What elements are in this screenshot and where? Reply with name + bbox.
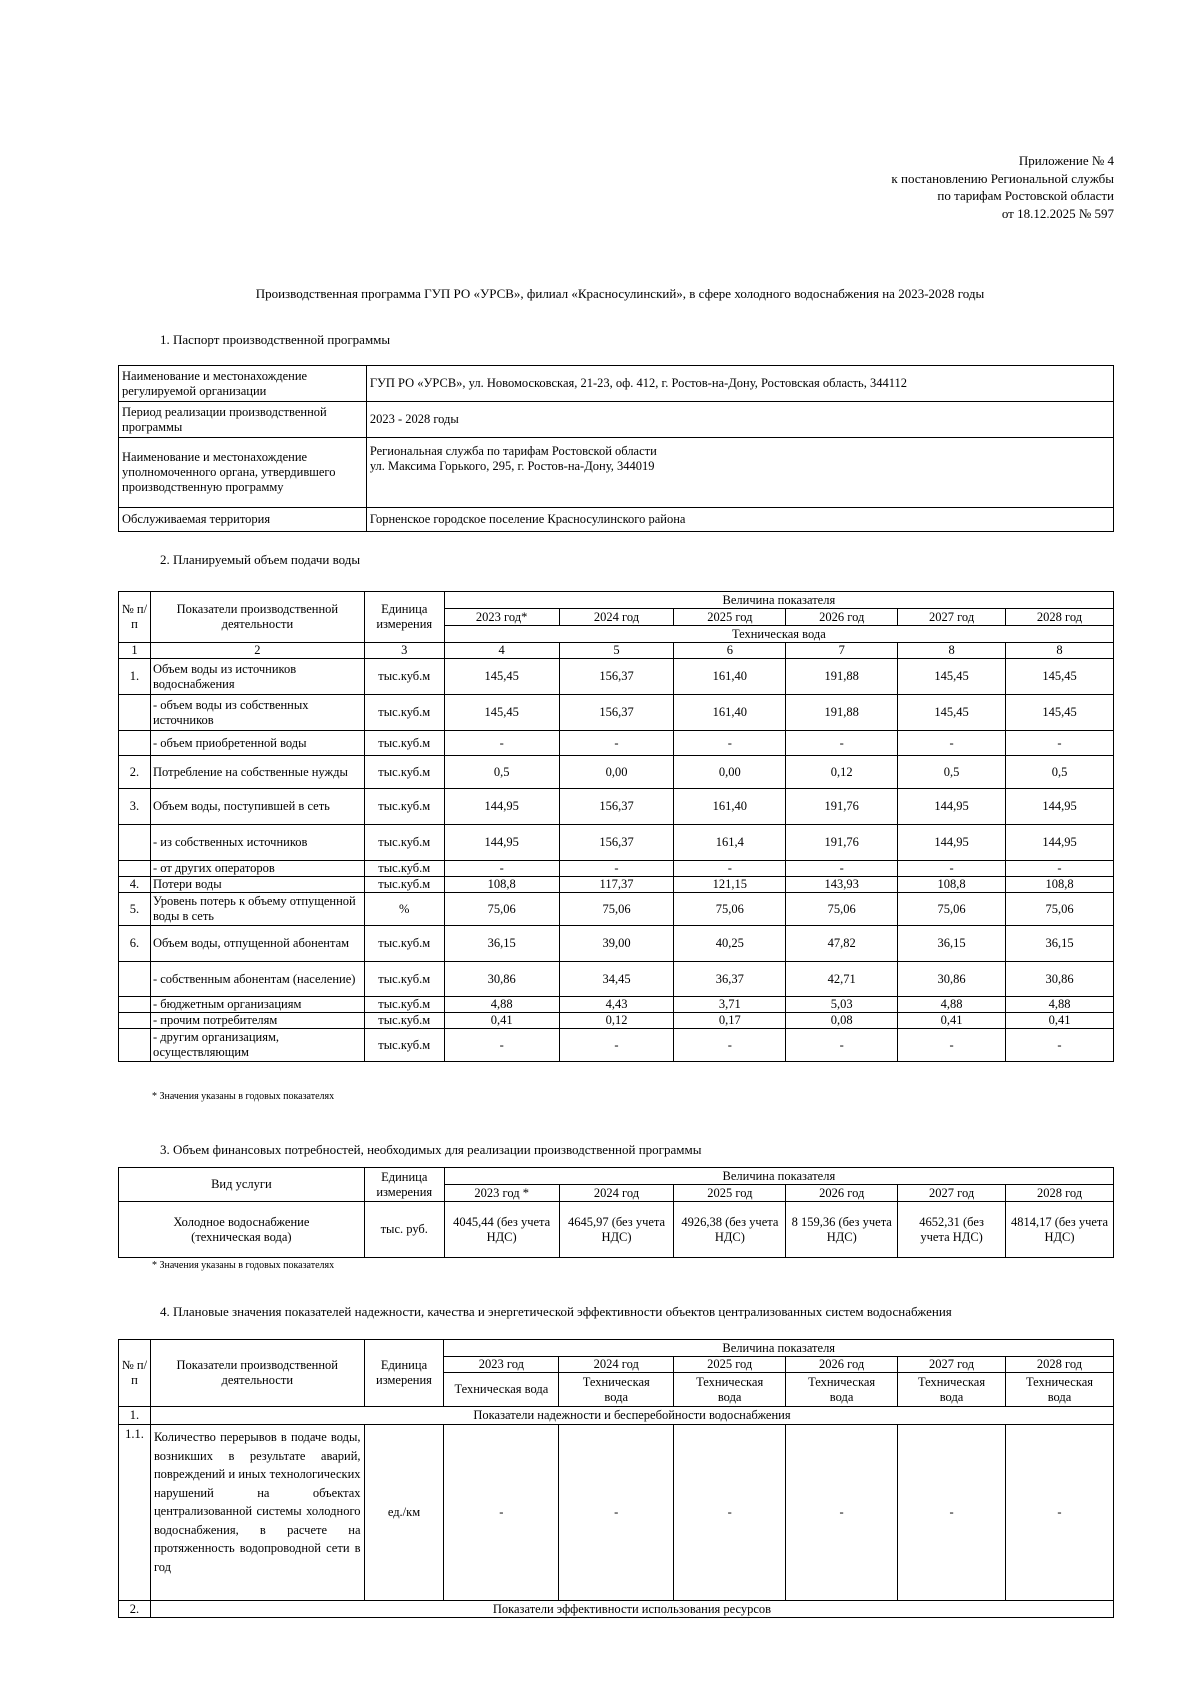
passport-label: Наименование и местонахождение уполномоченного органа, утвердившего производственную программу xyxy=(119,438,367,508)
indicator-value: 5,03 xyxy=(786,997,898,1013)
indicator-value: 36,15 xyxy=(444,926,559,962)
indicator-value: - xyxy=(674,861,786,877)
indicator-value: 4,43 xyxy=(559,997,674,1013)
indicator-value: - xyxy=(898,731,1006,756)
indicator-value: - xyxy=(674,1425,786,1601)
indicator-name: - объем приобретенной воды xyxy=(150,731,364,756)
row-number xyxy=(119,695,151,731)
passport-value: 2023 - 2028 годы xyxy=(366,402,1113,438)
indicator-value: - xyxy=(559,1029,674,1062)
year-header: 2025 год xyxy=(674,609,786,626)
indicator-value: 75,06 xyxy=(786,893,898,926)
year-header: 2024 год xyxy=(559,609,674,626)
indicator-unit: тыс.куб.м xyxy=(364,861,444,877)
indicator-value: 191,76 xyxy=(786,825,898,861)
indicator-value: 4,88 xyxy=(1006,997,1114,1013)
indicator-value: - xyxy=(786,1425,898,1601)
indicator-value: 36,37 xyxy=(674,962,786,997)
indicator-value: 161,40 xyxy=(674,789,786,825)
indicator-value: 47,82 xyxy=(786,926,898,962)
section-1-heading: 1. Паспорт производственной программы xyxy=(160,332,391,347)
row-number xyxy=(119,825,151,861)
indicator-value: 144,95 xyxy=(1006,789,1114,825)
group-number: 1. xyxy=(119,1407,151,1425)
passport-label: Обслуживаемая территория xyxy=(119,508,367,532)
indicator-name: - объем воды из собственных источников xyxy=(150,695,364,731)
indicator-unit: тыс.куб.м xyxy=(364,695,444,731)
footnote-section-2: * Значения указаны в годовых показателях xyxy=(152,1091,335,1102)
indicator-value: - xyxy=(898,1029,1006,1062)
indicator-value: 156,37 xyxy=(559,695,674,731)
approval-line-1: Приложение № 4 xyxy=(1018,153,1114,168)
indicator-value: 30,86 xyxy=(898,962,1006,997)
indicator-value: 0,41 xyxy=(1006,1013,1114,1029)
indicator-value: 36,15 xyxy=(898,926,1006,962)
row-number xyxy=(119,1029,151,1062)
table-row xyxy=(119,825,1114,861)
col-value-header: Величина показателя xyxy=(444,592,1113,609)
column-number: 8 xyxy=(1006,643,1114,659)
indicator-value: 143,93 xyxy=(786,877,898,893)
passport-row xyxy=(119,508,1114,532)
indicator-value: - xyxy=(1006,861,1114,877)
indicator-value: - xyxy=(444,1425,559,1601)
indicator-value: - xyxy=(444,861,559,877)
indicator-value: - xyxy=(559,731,674,756)
passport-label: Период реализации производственной программы xyxy=(119,402,367,438)
indicator-unit: ед./км xyxy=(364,1425,444,1601)
indicator-value: 161,40 xyxy=(674,659,786,695)
indicator-name: - другим организациям, осуществляющим xyxy=(150,1029,364,1062)
footnote-section-3: * Значения указаны в годовых показателях xyxy=(152,1260,335,1271)
service-unit: тыс. руб. xyxy=(364,1202,444,1258)
indicator-unit: тыс.куб.м xyxy=(364,789,444,825)
financial-value: 4645,97 (без учета НДС) xyxy=(559,1202,674,1258)
year-header: 2028 год xyxy=(1006,1357,1114,1373)
column-number: 7 xyxy=(786,643,898,659)
passport-row xyxy=(119,402,1114,438)
column-number: 8 xyxy=(898,643,1006,659)
water-type-header: Техническая вода xyxy=(786,1373,898,1407)
indicator-value: 145,45 xyxy=(444,659,559,695)
indicator-value: 4,88 xyxy=(898,997,1006,1013)
section-4-heading: 4. Плановые значения показателей надежности, качества и энергетической эффективности объектов централизованных систем водоснабжения xyxy=(160,1304,952,1319)
year-header: 2027 год xyxy=(898,1357,1006,1373)
indicator-value: 36,15 xyxy=(1006,926,1114,962)
indicator-value: 144,95 xyxy=(1006,825,1114,861)
indicator-unit: тыс.куб.м xyxy=(364,926,444,962)
indicator-value: - xyxy=(674,731,786,756)
col-indicator-header: Показатели производственной деятельности xyxy=(150,592,364,643)
indicator-value: - xyxy=(1006,1029,1114,1062)
table-row xyxy=(119,731,1114,756)
indicator-value: 145,45 xyxy=(898,695,1006,731)
authority-address: ул. Максима Горького, 295, г. Ростов-на-Дону, 344019 xyxy=(369,459,655,473)
indicator-value: 156,37 xyxy=(559,825,674,861)
indicator-value: 34,45 xyxy=(559,962,674,997)
indicator-unit: тыс.куб.м xyxy=(364,1029,444,1062)
column-number: 5 xyxy=(559,643,674,659)
indicator-value: 145,45 xyxy=(1006,695,1114,731)
row-number: 6. xyxy=(119,926,151,962)
group-title: Показатели надежности и бесперебойности водоснабжения xyxy=(150,1407,1113,1425)
financial-value: 4926,38 (без учета НДС) xyxy=(674,1202,786,1258)
indicator-unit: тыс.куб.м xyxy=(364,1013,444,1029)
financial-value: 4652,31 (без учета НДС) xyxy=(898,1202,1006,1258)
financial-table xyxy=(118,1167,1114,1258)
water-type-header: Техническая вода xyxy=(444,626,1113,643)
column-number: 3 xyxy=(364,643,444,659)
indicator-unit: тыс.куб.м xyxy=(364,997,444,1013)
col-num-header: № п/п xyxy=(119,1340,151,1407)
financial-value: 8 159,36 (без учета НДС) xyxy=(786,1202,898,1258)
row-number xyxy=(119,861,151,877)
indicator-value: - xyxy=(786,731,898,756)
indicator-value: 30,86 xyxy=(444,962,559,997)
indicator-value: 108,8 xyxy=(444,877,559,893)
indicator-value: 30,86 xyxy=(1006,962,1114,997)
financial-row xyxy=(119,1202,1114,1258)
indicator-value: - xyxy=(559,1425,674,1601)
year-header: 2023 год * xyxy=(444,1185,559,1202)
indicator-value: 3,71 xyxy=(674,997,786,1013)
indicator-value: 144,95 xyxy=(898,825,1006,861)
year-header: 2026 год xyxy=(786,1357,898,1373)
section-2-heading: 2. Планируемый объем подачи воды xyxy=(160,552,361,567)
indicator-value: 0,41 xyxy=(898,1013,1006,1029)
indicator-value: 191,76 xyxy=(786,789,898,825)
indicator-unit: тыс.куб.м xyxy=(364,962,444,997)
column-number-row xyxy=(119,643,1114,659)
year-header: 2024 год xyxy=(559,1357,674,1373)
table-row xyxy=(119,1029,1114,1062)
indicator-name: Потери воды xyxy=(150,877,364,893)
indicator-value: - xyxy=(1006,731,1114,756)
column-number: 2 xyxy=(150,643,364,659)
row-number xyxy=(119,1013,151,1029)
passport-value: Горненское городское поселение Красносулинского района xyxy=(366,508,1113,532)
indicator-value: 144,95 xyxy=(444,789,559,825)
table-row xyxy=(119,695,1114,731)
approval-block xyxy=(891,152,1114,222)
indicator-value: 156,37 xyxy=(559,659,674,695)
group-row xyxy=(119,1601,1114,1618)
indicator-value: 191,88 xyxy=(786,659,898,695)
indicator-value: 39,00 xyxy=(559,926,674,962)
indicator-name: Уровень потерь к объему отпущенной воды в сеть xyxy=(150,893,364,926)
indicator-value: 191,88 xyxy=(786,695,898,731)
water-volume-body xyxy=(119,659,1114,1062)
indicator-value: - xyxy=(786,1029,898,1062)
indicator-value: 145,45 xyxy=(1006,659,1114,695)
passport-value xyxy=(366,438,1113,508)
indicator-unit: тыс.куб.м xyxy=(364,877,444,893)
indicator-value: 144,95 xyxy=(444,825,559,861)
water-type-header: Техническая вода xyxy=(444,1373,559,1407)
approval-line-2: к постановлению Региональной службы xyxy=(891,170,1114,186)
table-row xyxy=(119,877,1114,893)
table-row xyxy=(119,997,1114,1013)
table-row xyxy=(119,789,1114,825)
indicator-value: 75,06 xyxy=(674,893,786,926)
indicator-value: - xyxy=(898,1425,1006,1601)
indicator-value: 161,40 xyxy=(674,695,786,731)
indicator-value: - xyxy=(444,1029,559,1062)
year-header: 2028 год xyxy=(1006,1185,1114,1202)
indicator-value: 121,15 xyxy=(674,877,786,893)
indicator-value: 75,06 xyxy=(444,893,559,926)
water-type-header: Техническая вода xyxy=(674,1373,786,1407)
indicator-value: 156,37 xyxy=(559,789,674,825)
col-service-header: Вид услуги xyxy=(119,1168,365,1202)
indicator-value: 0,00 xyxy=(559,756,674,789)
indicator-name: - из собственных источников xyxy=(150,825,364,861)
indicator-value: 144,95 xyxy=(898,789,1006,825)
indicator-value: - xyxy=(674,1029,786,1062)
water-type-header: Техническая вода xyxy=(898,1373,1006,1407)
indicator-unit: тыс.куб.м xyxy=(364,825,444,861)
year-header: 2025 год xyxy=(674,1357,786,1373)
reliability-table xyxy=(118,1339,1114,1618)
indicator-row xyxy=(119,1425,1114,1601)
water-volume-table xyxy=(118,591,1114,1062)
row-number: 2. xyxy=(119,756,151,789)
service-name: Холодное водоснабжение (техническая вода) xyxy=(119,1202,365,1258)
approval-line-3: по тарифам Ростовской области xyxy=(937,188,1114,203)
indicator-value: - xyxy=(898,861,1006,877)
row-number: 5. xyxy=(119,893,151,926)
indicator-name: - собственным абонентам (население) xyxy=(150,962,364,997)
indicator-value: 145,45 xyxy=(444,695,559,731)
group-row xyxy=(119,1407,1114,1425)
indicator-value: 0,17 xyxy=(674,1013,786,1029)
indicator-value: 75,06 xyxy=(559,893,674,926)
approval-line-4: от 18.12.2025 № 597 xyxy=(1001,205,1114,221)
indicator-unit: тыс.куб.м xyxy=(364,731,444,756)
year-header: 2023 год* xyxy=(444,609,559,626)
indicator-value: 0,08 xyxy=(786,1013,898,1029)
col-value-header: Величина показателя xyxy=(444,1340,1114,1357)
passport-value: ГУП РО «УРСВ», ул. Новомосковская, 21-23, оф. 412, г. Ростов-на-Дону, Ростовская область, 344112 xyxy=(366,366,1113,402)
col-unit-header: Единица измерения xyxy=(364,1340,444,1407)
indicator-value: 40,25 xyxy=(674,926,786,962)
indicator-value: 0,41 xyxy=(444,1013,559,1029)
indicator-value: 4,88 xyxy=(444,997,559,1013)
indicator-unit: тыс.куб.м xyxy=(364,659,444,695)
table-row xyxy=(119,756,1114,789)
col-num-header: № п/п xyxy=(119,592,151,643)
col-value-header: Величина показателя xyxy=(444,1168,1113,1185)
indicator-value: 0,12 xyxy=(786,756,898,789)
financial-value: 4814,17 (без учета НДС) xyxy=(1006,1202,1114,1258)
indicator-name: Объем воды, поступившей в сеть xyxy=(150,789,364,825)
indicator-value: - xyxy=(786,861,898,877)
indicator-value: - xyxy=(444,731,559,756)
col-indicator-header: Показатели производственной деятельности xyxy=(150,1340,364,1407)
indicator-value: 117,37 xyxy=(559,877,674,893)
group-title: Показатели эффективности использования ресурсов xyxy=(150,1601,1113,1618)
indicator-name: Потребление на собственные нужды xyxy=(150,756,364,789)
year-header: 2023 год xyxy=(444,1357,559,1373)
section-3-heading: 3. Объем финансовых потребностей, необходимых для реализации производственной программы xyxy=(160,1142,702,1157)
indicator-value: 145,45 xyxy=(898,659,1006,695)
authority-name: Региональная служба по тарифам Ростовской области xyxy=(369,444,657,458)
row-number: 3. xyxy=(119,789,151,825)
table-row xyxy=(119,926,1114,962)
table-row xyxy=(119,861,1114,877)
year-header: 2026 год xyxy=(786,609,898,626)
indicator-value: 161,4 xyxy=(674,825,786,861)
indicator-value: 108,8 xyxy=(1006,877,1114,893)
group-number: 2. xyxy=(119,1601,151,1618)
indicator-name: - прочим потребителям xyxy=(150,1013,364,1029)
indicator-value: 0,00 xyxy=(674,756,786,789)
year-header: 2026 год xyxy=(786,1185,898,1202)
row-number xyxy=(119,997,151,1013)
year-header: 2024 год xyxy=(559,1185,674,1202)
indicator-name: Количество перерывов в подаче воды, возникших в результате аварий, повреждений и иных технологических нарушений на объектах централизованной системы холодного водоснабжения, в расчете на протяженность водопроводной сети в год xyxy=(150,1425,364,1601)
col-unit-header: Единица измерения xyxy=(364,1168,444,1202)
row-number: 1.1. xyxy=(119,1425,151,1601)
row-number xyxy=(119,962,151,997)
indicator-name: Объем воды из источников водоснабжения xyxy=(150,659,364,695)
indicator-name: - от других операторов xyxy=(150,861,364,877)
year-header: 2028 год xyxy=(1006,609,1114,626)
row-number: 4. xyxy=(119,877,151,893)
table-row xyxy=(119,962,1114,997)
document-title: Производственная программа ГУП РО «УРСВ», филиал «Красносулинский», в сфере холодного водоснабжения на 2023-2028 годы xyxy=(255,286,985,301)
indicator-value: 0,5 xyxy=(898,756,1006,789)
table-row xyxy=(119,893,1114,926)
indicator-value: 75,06 xyxy=(1006,893,1114,926)
indicator-unit: тыс.куб.м xyxy=(364,756,444,789)
row-number: 1. xyxy=(119,659,151,695)
passport-row xyxy=(119,366,1114,402)
indicator-name: Объем воды, отпущенной абонентам xyxy=(150,926,364,962)
indicator-value: - xyxy=(1006,1425,1114,1601)
indicator-value: - xyxy=(559,861,674,877)
indicator-value: 0,12 xyxy=(559,1013,674,1029)
column-number: 1 xyxy=(119,643,151,659)
water-type-header: Техническая вода xyxy=(1006,1373,1114,1407)
table-row xyxy=(119,659,1114,695)
water-type-header: Техническая вода xyxy=(559,1373,674,1407)
row-number xyxy=(119,731,151,756)
indicator-value: 0,5 xyxy=(1006,756,1114,789)
year-header: 2027 год xyxy=(898,609,1006,626)
indicator-value: 42,71 xyxy=(786,962,898,997)
column-number: 4 xyxy=(444,643,559,659)
passport-label: Наименование и местонахождение регулируемой организации xyxy=(119,366,367,402)
financial-value: 4045,44 (без учета НДС) xyxy=(444,1202,559,1258)
indicator-value: 108,8 xyxy=(898,877,1006,893)
year-header: 2025 год xyxy=(674,1185,786,1202)
column-number: 6 xyxy=(674,643,786,659)
indicator-value: 0,5 xyxy=(444,756,559,789)
col-unit-header: Единица измерения xyxy=(364,592,444,643)
indicator-value: 75,06 xyxy=(898,893,1006,926)
year-header: 2027 год xyxy=(898,1185,1006,1202)
passport-table xyxy=(118,365,1114,532)
indicator-name: - бюджетным организациям xyxy=(150,997,364,1013)
table-row xyxy=(119,1013,1114,1029)
indicator-unit: % xyxy=(364,893,444,926)
passport-row xyxy=(119,438,1114,508)
